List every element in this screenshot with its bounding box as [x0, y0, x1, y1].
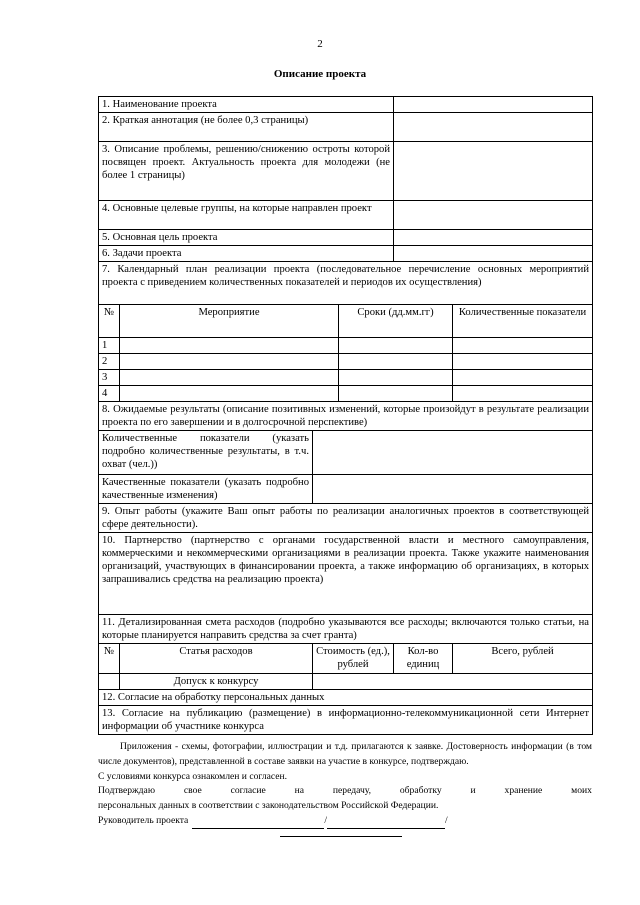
plan-row-dates-cell[interactable] [339, 370, 453, 386]
consent-word: согласие [230, 785, 266, 797]
plan-col-indicators: Количественные показатели [453, 305, 593, 338]
plan-row-indicators-cell[interactable] [453, 386, 593, 402]
page-number: 2 [317, 38, 323, 50]
plan-col-dates: Сроки (дд.мм.гг) [339, 305, 453, 338]
budget-col-quantity: Кол-во единиц [394, 644, 453, 674]
section-3-label: 3. Описание проблемы, решению/снижению остроты которой посвящен проект. Актуальность проекта для молодежи (не более 1 страницы) [99, 142, 394, 201]
section-7-label: 7. Календарный план реализации проекта (последовательное перечисление основных мероприятий проекта с приведением количественных показателей и периодов их осуществления) [99, 262, 593, 305]
plan-row-dates-cell[interactable] [339, 338, 453, 354]
section-2-value[interactable] [394, 113, 593, 142]
plan-row-event-cell[interactable] [120, 370, 339, 386]
signature-line [98, 814, 592, 829]
section-12-label: 12. Согласие на обработку персональных данных [99, 690, 593, 706]
table-row [99, 370, 593, 386]
section-8-quantitative-label: Количественные показатели (указать подробно количественные результаты, в т.ч. охват (чел.)) [99, 431, 313, 475]
budget-row-admission: Допуск к конкурсу [120, 674, 313, 690]
appendix-note: Приложения - схемы, фотографии, иллюстрации и т.д. прилагаются к заявке. Достоверность информации (в том числе документов), представленной в составе заявки на участие в конкурсе, подтверждаю. [98, 741, 592, 767]
section-9-label: 9. Опыт работы (укажите Ваш опыт работы по реализации аналогичных проектов в соответствующей сфере деятельности). [99, 504, 593, 533]
section-4-value[interactable] [394, 201, 593, 230]
section-8-label: 8. Ожидаемые результаты (описание позитивных изменений, которые произойдут в результате реализации проекта по его завершении и в долгосрочной перспективе) [99, 402, 593, 431]
consent-word: передачу, [332, 785, 372, 797]
consent-word: Подтверждаю [98, 785, 155, 797]
section-8-quantitative-value[interactable] [313, 431, 593, 475]
section-1-value[interactable] [394, 97, 593, 113]
footer-notes [98, 740, 592, 829]
section-5-label: 5. Основная цель проекта [99, 230, 394, 246]
plan-table-header [99, 305, 593, 338]
table-row [99, 338, 593, 354]
consent-word: хранение [504, 785, 543, 797]
plan-row-indicators-cell[interactable] [453, 338, 593, 354]
signature-slash: / [324, 814, 327, 826]
section-1-label: 1. Наименование проекта [99, 97, 394, 113]
plan-row-dates-cell[interactable] [339, 354, 453, 370]
plan-row-indicators-cell[interactable] [453, 370, 593, 386]
consent-word: моих [571, 785, 592, 797]
section-2-label: 2. Краткая аннотация (не более 0,3 страницы) [99, 113, 394, 142]
project-description-form [98, 96, 593, 735]
section-4-label: 4. Основные целевые группы, на которые направлен проект [99, 201, 394, 230]
plan-col-event: Мероприятие [120, 305, 339, 338]
plan-row-event-cell[interactable] [120, 338, 339, 354]
plan-row-number: 2 [99, 354, 120, 370]
agreement-note: С условиями конкурса ознакомлен и согласен. [98, 770, 288, 782]
consent-note-line-2: персональных данных в соответствии с законодательством Российской Федерации. [98, 800, 439, 812]
plan-row-event-cell[interactable] [120, 354, 339, 370]
budget-table-header [99, 644, 593, 674]
project-head-label: Руководитель проекта [98, 814, 189, 826]
consent-word: и [470, 785, 476, 797]
consent-word: свое [183, 785, 202, 797]
section-8-qualitative-label: Качественные показатели (указать подробно качественные изменения) [99, 475, 313, 504]
plan-row-dates-cell[interactable] [339, 386, 453, 402]
section-13-label: 13. Согласие на публикацию (размещение) в информационно-телекоммуникационной сети Интернет информации об участнике конкурса [99, 706, 593, 735]
table-row [99, 354, 593, 370]
consent-note-line-1 [98, 784, 592, 799]
section-6-label: 6. Задачи проекта [99, 246, 394, 262]
section-8-qualitative-value[interactable] [313, 475, 593, 504]
section-3-value[interactable] [394, 142, 593, 201]
bottom-rule [280, 836, 402, 837]
section-11-label: 11. Детализированная смета расходов (подробно указываются все расходы; включаются только статьи, на которые планируется направить средства за счет гранта) [99, 615, 593, 644]
budget-col-total: Всего, рублей [453, 644, 593, 674]
page-title: Описание проекта [273, 68, 367, 80]
plan-row-number: 4 [99, 386, 120, 402]
plan-row-number: 3 [99, 370, 120, 386]
section-6-value[interactable] [394, 246, 593, 262]
plan-row-number: 1 [99, 338, 120, 354]
plan-row-indicators-cell[interactable] [453, 354, 593, 370]
budget-row-blank [313, 674, 593, 690]
budget-col-number: № [99, 644, 120, 674]
signature-field[interactable] [192, 817, 324, 829]
section-10-label: 10. Партнерство (партнерство с органами государственной власти и местного самоуправления, коммерческими и некоммерческими организациями в реализации проекта. Также укажите наименования организаций, участвующих в финансировании проекта, а также информацию об организациях, в которых запрашивались средства на реализацию проекта) [99, 533, 593, 615]
plan-col-number: № [99, 305, 120, 338]
consent-word: обработку [399, 785, 442, 797]
name-field[interactable] [327, 817, 445, 829]
plan-row-event-cell[interactable] [120, 386, 339, 402]
budget-row-number[interactable] [99, 674, 120, 690]
consent-word: на [294, 785, 305, 797]
budget-col-item: Статья расходов [120, 644, 313, 674]
table-row [99, 386, 593, 402]
signature-slash: / [445, 814, 448, 826]
budget-col-unit-cost: Стоимость (ед.), рублей [313, 644, 394, 674]
section-5-value[interactable] [394, 230, 593, 246]
